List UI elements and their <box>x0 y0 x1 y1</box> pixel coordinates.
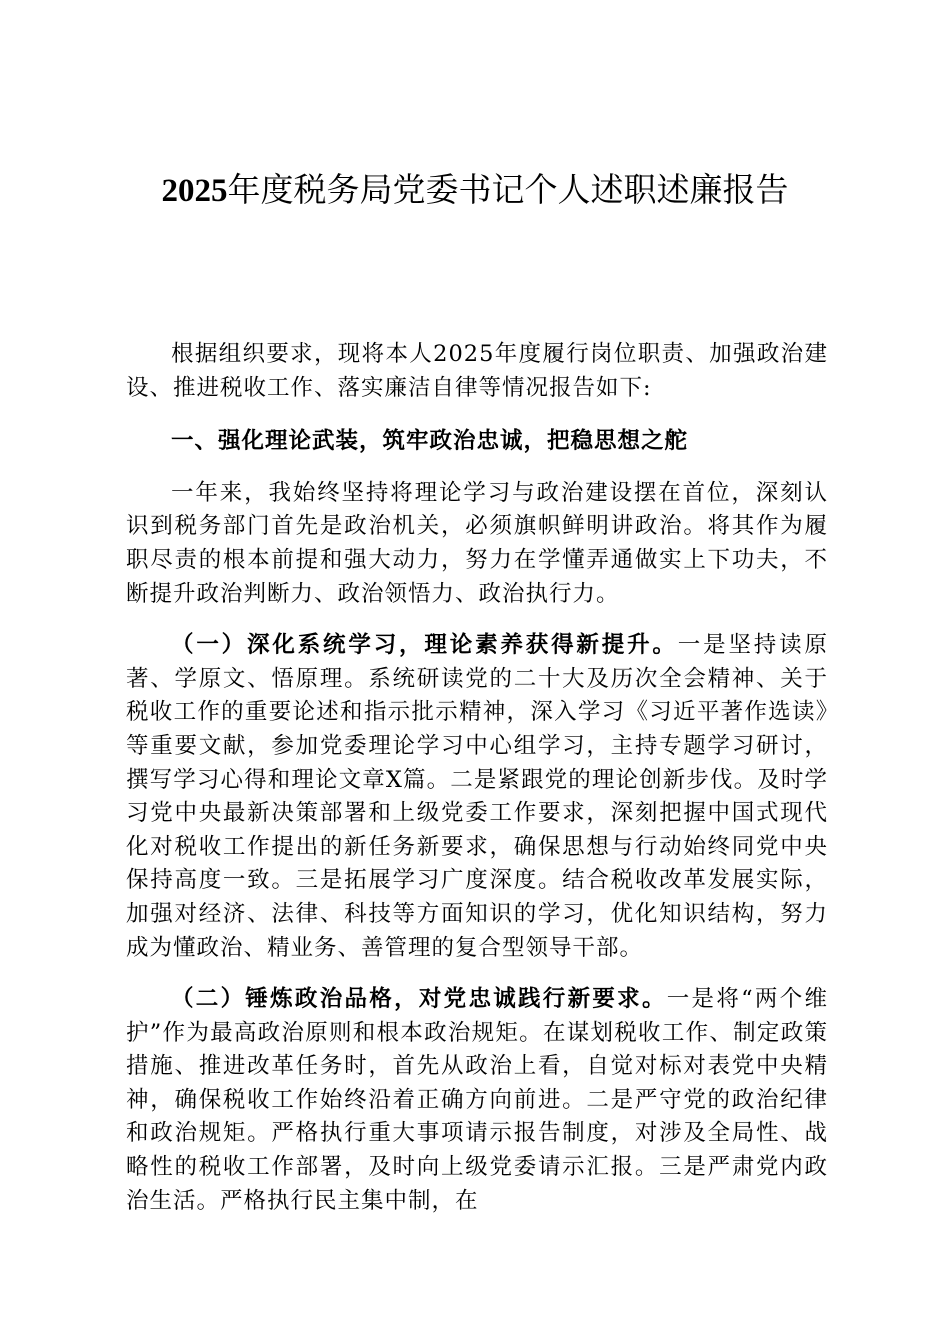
subsection-1-paragraph <box>126 629 828 965</box>
intro-paragraph: 根据组织要求，现将本人2025年度履行岗位职责、加强政治建设、推进税收工作、落实廉洁自律等情况报告如下: <box>126 341 828 401</box>
section1-paragraph: 一年来，我始终坚持将理论学习与政治建设摆在首位，深刻认识到税务部门首先是政治机关，必须旗帜鲜明讲政治。将其作为履职尽责的根本前提和强大动力，努力在学懂弄通做实上下功夫，不断提升政治判断力、政治领悟力、政治执行力。 <box>126 479 828 607</box>
section-heading-1: 一、强化理论武装，筑牢政治忠诚，把稳思想之舵 <box>171 428 689 455</box>
title-year: 2025 <box>161 173 228 209</box>
subsection-2-paragraph <box>126 983 828 1218</box>
document-body <box>126 338 828 1218</box>
title-text: 年度税务局党委书记个人述职述廉报告 <box>227 170 789 209</box>
subsection-2-heading: （二）锤炼政治品格，对党忠诚践行新要求。 <box>171 986 667 1013</box>
subsection-2-text: 一是将“两个维护”作为最高政治原则和根本政治规矩。在谋划税收工作、制定政策措施、推进改革任务时，首先从政治上看，自觉对标对表党中央精神，确保税收工作始终沿着正确方向前进。二是严守党的政治纪律和政治规矩。严格执行重大事项请示报告制度，对涉及全局性、战略性的税收工作部署，及时向上级党委请示汇报。三是严肃党内政治生活。严格执行民主集中制，在 <box>126 986 828 1214</box>
subsection-1-heading: （一）深化系统学习，理论素养获得新提升。 <box>171 632 678 659</box>
document-title <box>0 168 950 213</box>
subsection-1-text: 一是坚持读原著、学原文、悟原理。系统研读党的二十大及历次全会精神、关于税收工作的重要论述和指示批示精神，深入学习《习近平著作选读》等重要文献，参加党委理论学习中心组学习，主持专题学习研讨，撰写学习心得和理论文章X篇。二是紧跟党的理论创新步伐。及时学习党中央最新决策部署和上级党委工作要求，深刻把握中国式现代化对税收工作提出的新任务新要求，确保思想与行动始终同党中央保持高度一致。三是拓展学习广度深度。结合税收改革发展实际，加强对经济、法律、科技等方面知识的学习，优化知识结构，努力成为懂政治、精业务、善管理的复合型领导干部。 <box>126 632 828 961</box>
